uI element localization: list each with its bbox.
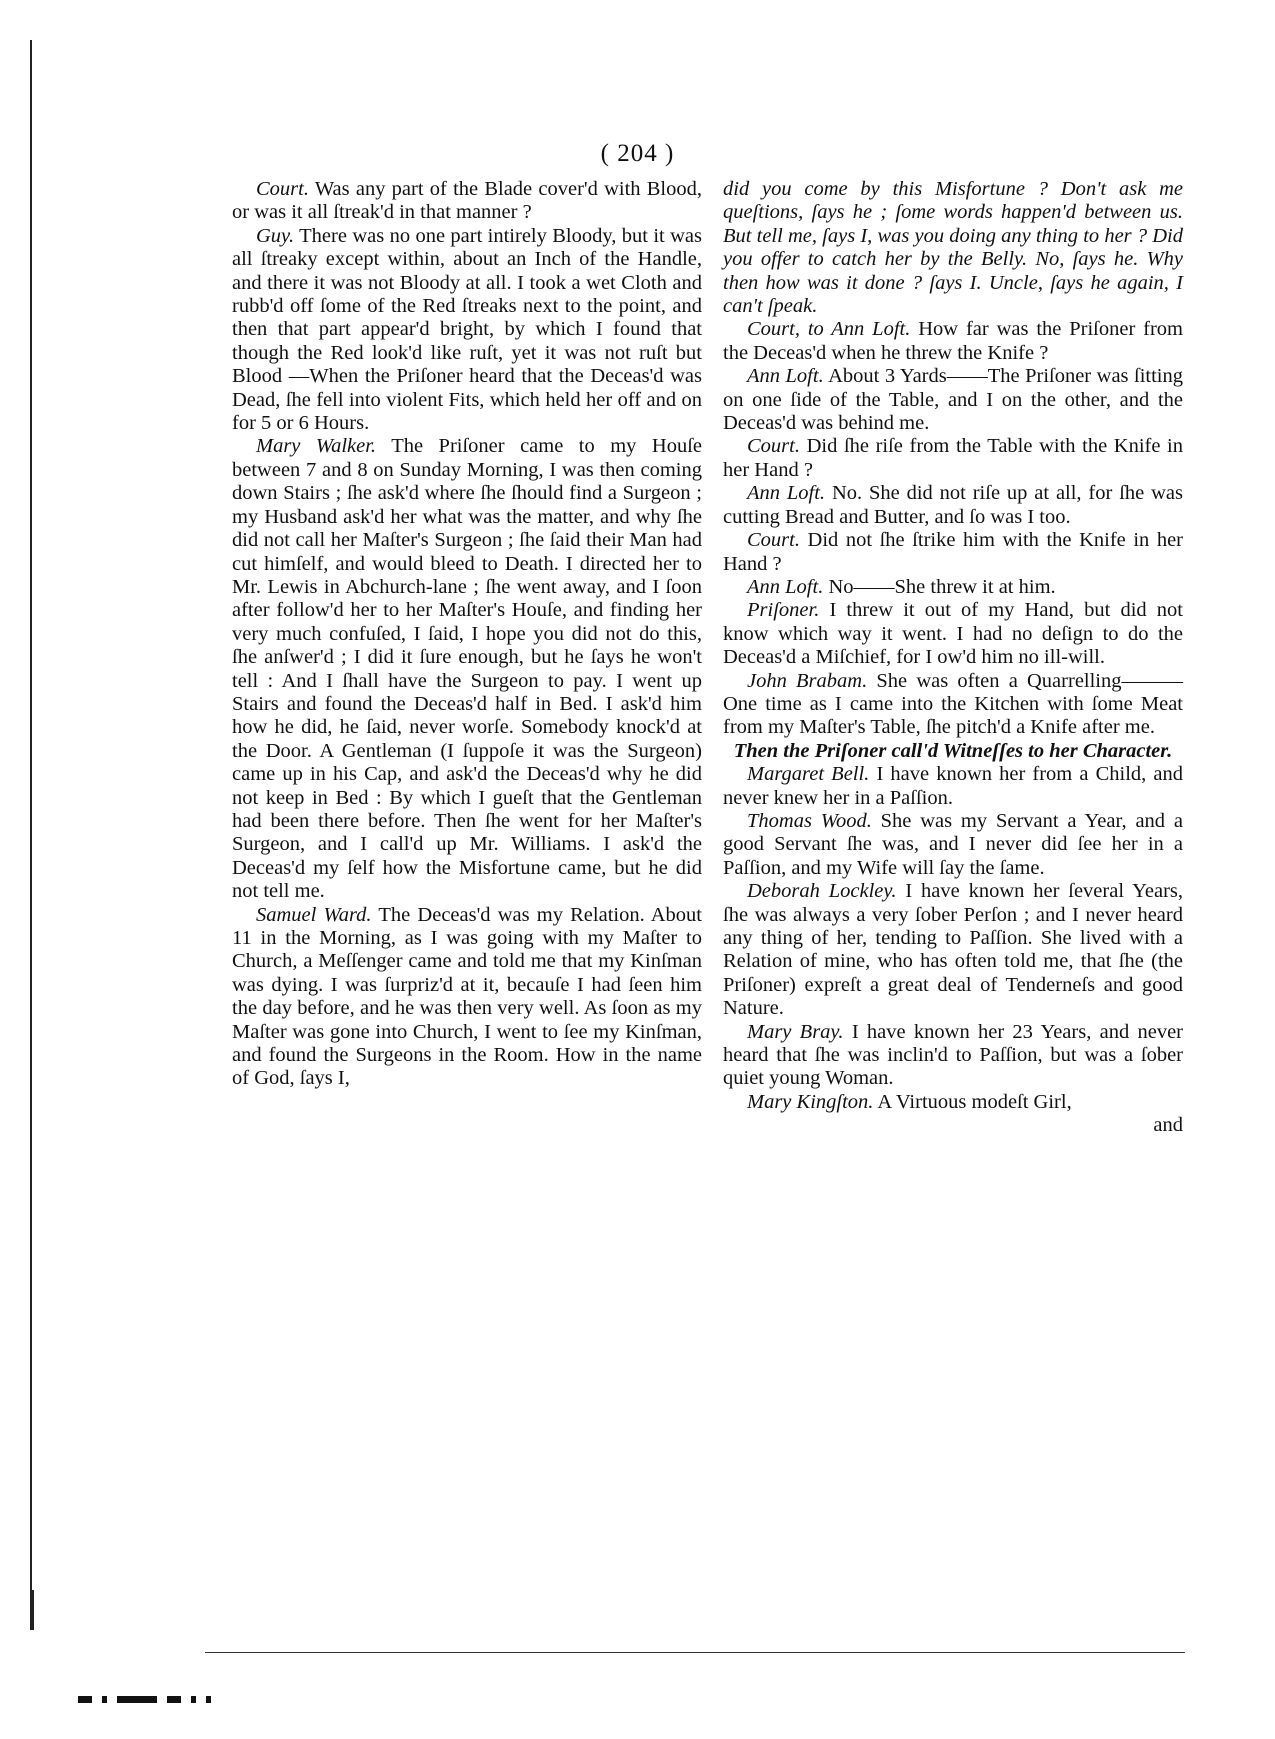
speaker-label: Court. <box>747 529 800 552</box>
testimony-text: There was no one part intirely Bloody, but it was all ſtreaky except within, about an Inch of the Handle, and there it was not Bloody at all. I took a wet Cloth and rubb'd off ſome of the Red ſtreaks next to the point, and then that part appear'd bright, by which I found that though the Red look'd like ruſt, yet it was not ruſt but Blood —When the Priſoner heard that the Deceas'd was Dead, ſhe fell into violent Fits, which held her off and on for 5 or 6 Hours. <box>232 224 702 435</box>
testimony-paragraph <box>723 365 1183 435</box>
speaker-label: Guy. <box>256 224 295 247</box>
testimony-paragraph <box>723 482 1183 529</box>
testimony-paragraph <box>232 435 702 903</box>
testimony-text: The Priſoner came to my Houſe between 7 and 8 on Sunday Morning, I was then coming down Stairs ; ſhe ask'd where ſhe ſhould find a Surgeon ; my Husband ask'd her what was the matter, and why ſhe did not call her Maſter's Surgeon ; ſhe ſaid their Man had cut himſelf, and would bleed to Death. I directed her to Mr. Lewis in Abchurch-lane ; ſhe went away, and I ſoon after follow'd her to her Maſter's Houſe, and finding her very much confuſed, I ſaid, I hope you did not do this, ſhe anſwer'd ; I did it ſure enough, but he ſays he won't tell : And I ſhall have the Surgeon to pay. I went up Stairs and found the Deceas'd half in Bed. I ask'd him how he did, he ſaid, never worſe. Somebody knock'd at the Door. A Gentleman (I ſuppoſe it was the Surgeon) came up in his Cap, and ask'd the Deceas'd why he did not keep in Bed : By which I gueſt that the Gentleman had been there before. Then ſhe went for her Maſter's Surgeon, and I call'd up Mr. Williams. I ask'd the Deceas'd my ſelf how the Misfortune came, but he did not tell me. <box>232 435 702 903</box>
speaker-label: Ann Loft. <box>747 482 826 505</box>
section-heading: Then the Priſoner call'd Witneſſes to her Character. <box>733 739 1173 762</box>
testimony-text: She was my Servant a Year, and a good Servant ſhe was, and I never did ſee her in a Paſſion, and my Wife will ſay the ſame. <box>723 809 1183 879</box>
testimony-text: How far was the Priſoner from the Deceas'd when he threw the Knife ? <box>723 318 1183 364</box>
testimony-paragraph <box>723 763 1183 810</box>
speaker-label: Court. <box>747 435 800 458</box>
testimony-paragraph <box>723 178 1183 318</box>
testimony-text: No. She did not riſe up at all, for ſhe was cutting Bread and Butter, and ſo was I too. <box>723 482 1183 528</box>
testimony-paragraph <box>723 599 1183 669</box>
speaker-label: Thomas Wood. <box>747 809 872 832</box>
right-column <box>723 178 1183 1138</box>
scan-binding-edge <box>30 40 92 1610</box>
scan-footer-marks <box>78 1690 338 1700</box>
testimony-text: I threw it out of my Hand, but did not know which way it went. I had no deſign to do the Deceas'd a Miſchief, for I ow'd him no ill-will. <box>723 599 1183 669</box>
page-number: ( 204 ) <box>600 140 675 167</box>
testimony-text: I have known her ſeveral Years, ſhe was always a very ſober Perſon ; and I never heard any thing of her, tending to Paſſion. She lived with a Relation of mine, who has often told me, that ſhe (the Priſoner) expreſt a great deal of Tenderneſs and good Nature. <box>723 880 1184 1020</box>
speaker-label: Ann Loft. <box>747 575 824 598</box>
testimony-paragraph <box>723 1021 1183 1091</box>
testimony-text: A Virtuous modeſt Girl, <box>877 1090 1072 1113</box>
scan-artifact <box>30 1590 34 1630</box>
testimony-paragraph <box>723 880 1183 1020</box>
testimony-paragraph <box>232 178 702 225</box>
testimony-paragraph <box>723 810 1183 880</box>
testimony-paragraph <box>723 318 1183 365</box>
catchword: and <box>1153 1114 1183 1137</box>
speaker-label: Margaret Bell. <box>747 763 870 786</box>
speaker-label: Mary Bray. <box>747 1020 844 1043</box>
testimony-text: The Deceas'd was my Relation. About 11 in the Morning, as I was going with my Maſter to Church, a Meſſenger came and told me that my Kinſman was dying. I was ſurpriz'd at it, becauſe I had ſeen him the day before, and he was then very well. As ſoon as my Maſter was gone into Church, I went to ſee my Kinſman, and found the Surgeons in the Room. How in the name of God, ſays I, <box>232 903 702 1090</box>
testimony-text: She was often a Quarrelling———One time as I came into the Kitchen with ſome Meat from my Maſter's Table, ſhe pitch'd a Knife after me. <box>723 669 1183 739</box>
testimony-text: About 3 Yards——The Priſoner was ſitting on one ſide of the Table, and I on the other, and the Deceas'd was behind me. <box>723 365 1183 435</box>
testimony-paragraph <box>723 435 1183 482</box>
testimony-text: Did ſhe riſe from the Table with the Knife in her Hand ? <box>723 435 1184 481</box>
bottom-rule <box>205 1652 1185 1653</box>
speaker-label: Court. <box>256 178 309 200</box>
speaker-label: Deborah Lockley. <box>747 880 897 903</box>
testimony-text: did you come by this Misfortune ? Don't ask me queſtions, ſays he ; ſome words happen'd between us. But tell me, ſays I, was you doing any thing to her ? Did you offer to catch her by the Belly. No, ſays he. Why then how was it done ? ſays I. Uncle, ſays he again, I can't ſpeak. <box>723 178 1183 318</box>
testimony-text: No——She threw it at him. <box>828 575 1056 598</box>
speaker-label: Priſoner. <box>747 599 820 622</box>
speaker-label: Court, to Ann Loft. <box>747 318 911 341</box>
testimony-text: I have known her 23 Years, and never heard that ſhe was inclin'd to Paſſion, but was a ſober quiet young Woman. <box>723 1020 1184 1090</box>
testimony-paragraph <box>723 576 1183 599</box>
speaker-label: Mary Kingſton. <box>747 1090 874 1113</box>
testimony-paragraph <box>723 1091 1183 1114</box>
speaker-label: John Brabam. <box>747 669 868 692</box>
left-column <box>232 178 702 1091</box>
testimony-paragraph <box>232 225 702 436</box>
testimony-text: Did not ſhe ſtrike him with the Knife in her Hand ? <box>723 529 1183 575</box>
testimony-text: I have known her from a Child, and never knew her in a Paſſion. <box>723 763 1183 809</box>
speaker-label: Samuel Ward. <box>256 903 372 926</box>
speaker-label: Mary Walker. <box>256 435 377 458</box>
testimony-paragraph <box>232 904 702 1091</box>
testimony-text: Was any part of the Blade cover'd with Blood, or was it all ſtreak'd in that manner ? <box>232 178 702 224</box>
speaker-label: Ann Loft. <box>747 365 824 388</box>
testimony-paragraph <box>723 529 1183 576</box>
testimony-paragraph <box>723 670 1183 740</box>
